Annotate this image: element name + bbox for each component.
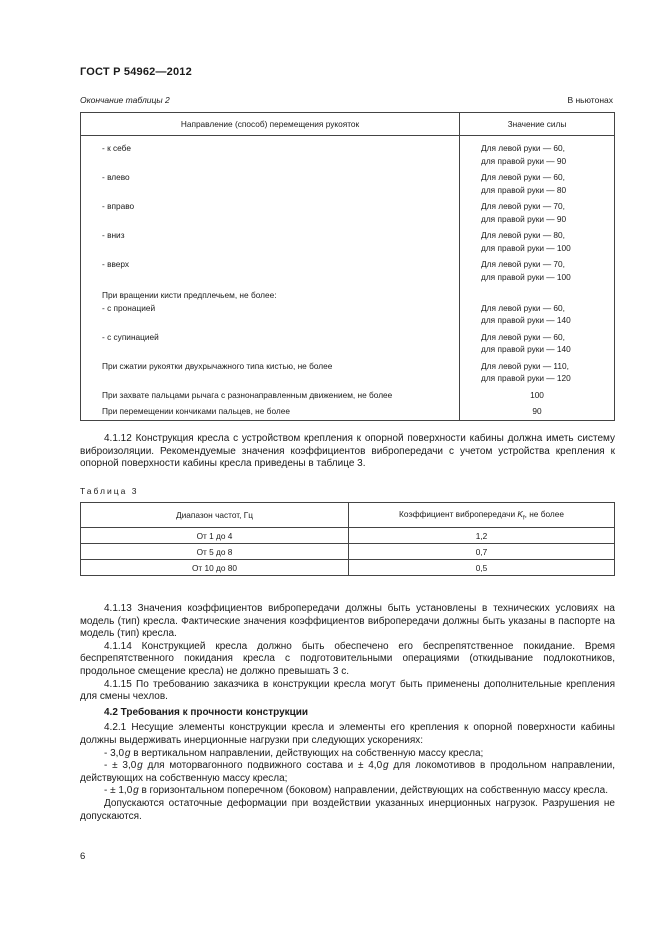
table-row [81,198,615,227]
row-label: - вниз [81,227,460,256]
row-label: - к себе [81,136,460,170]
row-value: 100 [460,387,615,404]
column-header-frequency: Диапазон частот, Гц [81,503,349,528]
table-row [81,387,615,404]
row-value: Для левой руки — 70, для правой руки — 90 [460,198,615,227]
frequency-range: От 5 до 8 [81,544,349,560]
paragraph-residual: Допускаются остаточные деформации при воздействии указанных инерционных нагрузок. Разрушения не допускаются. [80,797,615,822]
coefficient-value: 1,2 [349,528,615,544]
row-label: При перемещении кончиками пальцев, не более [81,403,460,420]
bullet-lateral: - ± 1,0 g в горизонтальном поперечном (боковом) направлении, действующих на собственную массу кресла. [104,785,608,797]
row-label: - влево [81,169,460,198]
row-value: Для левой руки — 60, для правой руки — 80 [460,169,615,198]
table-row [81,528,615,544]
bullet-vertical: - 3,0 g в вертикальном направлении, действующих на собственную массу кресла; [104,747,484,759]
row-value: Для левой руки — 60, для правой руки — 140 [460,285,615,329]
row-value: Для левой руки — 80, для правой руки — 100 [460,227,615,256]
page-number: 6 [80,851,86,862]
table-row [81,560,615,576]
paragraph-4-1-15: 4.1.15 По требованию заказчика в конструкции кресла могут быть применены дополнительные крепления для смены чехлов. [80,678,615,703]
table-row [81,403,615,420]
row-value: Для левой руки — 70, для правой руки — 100 [460,256,615,285]
document-header: ГОСТ Р 54962—2012 [80,66,192,78]
table-header-row [81,113,615,136]
row-label: - вправо [81,198,460,227]
table-row [81,544,615,560]
row-label: - вверх [81,256,460,285]
row-value: 90 [460,403,615,420]
frequency-range: От 10 до 80 [81,560,349,576]
table3-caption: Таблица 3 [80,486,139,496]
table-row [81,285,615,329]
table-row [81,329,615,358]
table-row [81,169,615,198]
coefficient-value: 0,5 [349,560,615,576]
row-label: При захвате пальцами рычага с разнонаправленным движением, не более [81,387,460,404]
row-value: Для левой руки — 60, для правой руки — 140 [460,329,615,358]
paragraph-4-1-13: 4.1.13 Значения коэффициентов вибропередачи должны быть установлены в технических условиях на модель (тип) кресла. Фактические значения коэффициентов вибропередачи должны быть указаны в паспорте на модель (тип) кресла. [80,603,615,640]
section-heading-4-2: 4.2 Требования к прочности конструкции [104,706,309,718]
column-header-coefficient: Коэффициент вибропередачи $K_f$, не более [349,503,615,528]
column-header-force: Значение силы [460,113,615,136]
paragraph-4-1-12: 4.1.12 Конструкция кресла с устройством крепления к опорной поверхности кабины должна иметь систему виброизоляции. Рекомендуемые значения коэффициентов вибропередачи с учетом устройства крепления к опорной поверхности кабины кресла приведены в таблице 3. [80,433,615,470]
body-text [80,603,615,823]
table-row [81,256,615,285]
paragraph-4-1-14: 4.1.14 Конструкцией кресла должно быть обеспечено его беспрепятственное покидание. Время беспрепятственного покидания кресла с подготовительными операциями (откидывание подлокотников, продольное смещение кресла) не должно превышать 3 с. [80,640,615,677]
row-value: Для левой руки — 110, для правой руки — 120 [460,358,615,387]
table2-caption: Окончание таблицы 2 [80,95,170,105]
row-value: Для левой руки — 60, для правой руки — 90 [460,136,615,170]
table-row [81,136,615,170]
vibration-table [80,502,615,576]
bullet-longitudinal: - ± 3,0 g для моторвагонного подвижного состава и ± 4,0 g для локомотивов в продольном направлении, действующих на собственную массу кресла; [80,760,615,784]
force-table [80,112,615,421]
row-label: При вращении кисти предплечьем, не более: - с пронацией [81,285,460,329]
column-header-direction: Направление (способ) перемещения рукояток [81,113,460,136]
table-row [81,227,615,256]
table-row [81,358,615,387]
table2-units: В ньютонах [567,95,613,105]
coefficient-value: 0,7 [349,544,615,560]
paragraph-4-2-1: 4.2.1 Несущие элементы конструкции кресла и элементы его крепления к опорной поверхности кабины должны выдерживать инерционные нагрузки при следующих ускорениях: [80,722,615,746]
row-label: При сжатии рукоятки двухрычажного типа кистью, не более [81,358,460,387]
row-label: - с супинацией [81,329,460,358]
frequency-range: От 1 до 4 [81,528,349,544]
table-header-row [81,503,615,528]
